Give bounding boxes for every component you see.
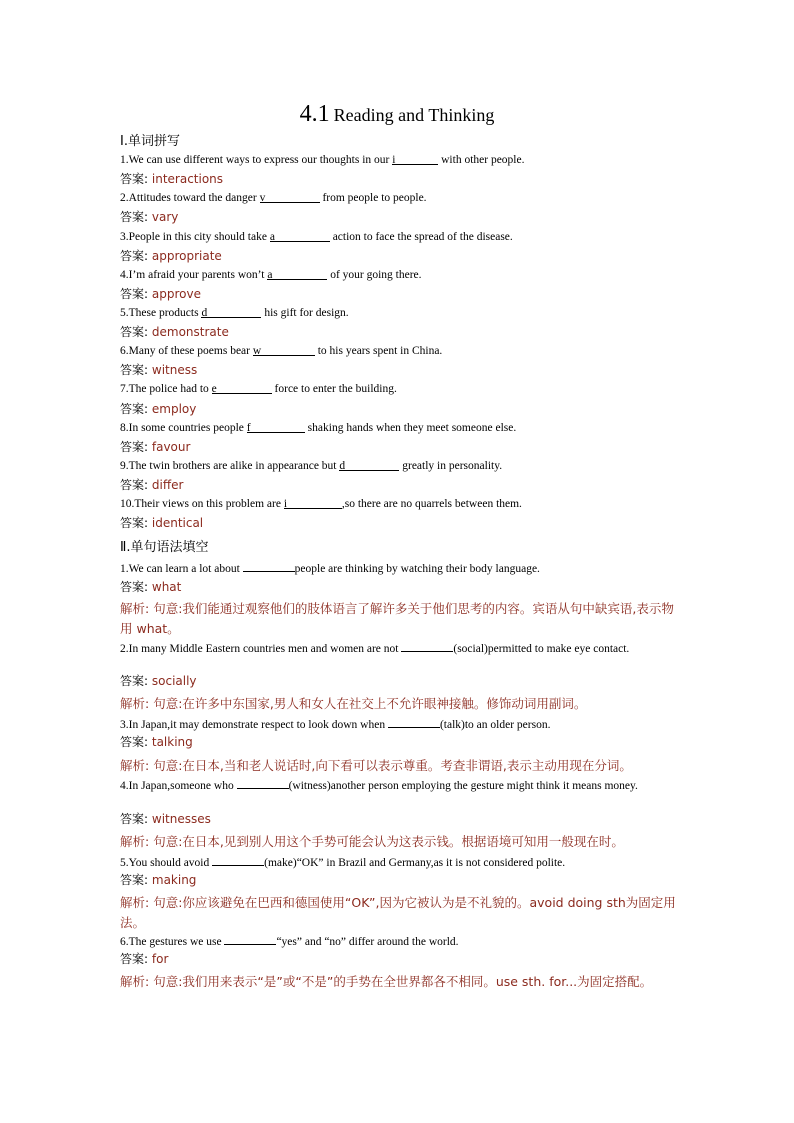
question-text: people are thinking by watching their body language. [294, 563, 540, 575]
answer-value: what [151, 580, 182, 594]
answer-2-6 [120, 951, 168, 968]
question-2-6 [120, 933, 675, 949]
explanation-2-6 [120, 972, 680, 992]
explanation-text: 句意:我们能通过观察他们的肢体语言了解许多关于他们思考的内容。宾语从句中缺宾语,表示物用 what。 [120, 601, 674, 636]
hint-letter: w [252, 345, 262, 357]
answer-blank [392, 153, 438, 165]
answer-label: 答案: [120, 873, 149, 887]
explanation-text: 句意:在许多中东国家,男人和女人在社交上不允许眼神接触。修饰动词用副词。 [153, 696, 587, 711]
answer-label: 答案: [120, 952, 149, 966]
answer-2-4 [120, 811, 211, 828]
answer-value: interactions [151, 172, 224, 186]
answer-value: talking [151, 735, 193, 749]
question-1-7 [120, 382, 675, 396]
answer-label: 答案: [120, 812, 149, 826]
question-text: 5.These products [120, 307, 202, 319]
explanation-2-3 [120, 756, 680, 776]
answer-value: socially [151, 674, 197, 688]
answer-2-5 [120, 872, 196, 889]
answer-value: demonstrate [151, 325, 229, 339]
question-text: (make)“OK” in Brazil and Germany,as it is not considered polite. [264, 857, 566, 869]
question-text: 2.In many Middle Eastern countries men and women are not [120, 643, 402, 655]
section-heading-2: Ⅱ.单句语法填空 [120, 540, 209, 555]
question-1-4 [120, 268, 675, 282]
question-text: from people to people. [319, 192, 427, 204]
question-text: force to enter the building. [271, 383, 397, 395]
question-text: his gift for design. [261, 307, 349, 319]
question-text: 7.The police had to [120, 383, 212, 395]
answer-value: for [151, 952, 169, 966]
answer-value: favour [151, 440, 191, 454]
answer-blank [237, 777, 289, 789]
title-text: Reading and Thinking [333, 105, 495, 125]
answer-value: appropriate [151, 249, 222, 263]
question-1-3 [120, 230, 675, 244]
question-text: (talk)to an older person. [439, 719, 551, 731]
answer-label: 答案: [120, 363, 149, 377]
explanation-text: 句意:在日本,当和老人说话时,向下看可以表示尊重。考查非谓语,表示主动用现在分词。 [153, 758, 632, 773]
question-text: 3.People in this city should take [120, 231, 270, 243]
answer-value: witnesses [151, 812, 211, 826]
answer-label: 答案: [120, 287, 149, 301]
answer-value: identical [151, 516, 204, 530]
question-text: 4.In Japan,someone who [120, 780, 237, 792]
question-2-5 [120, 854, 675, 870]
answer-1-6 [120, 362, 197, 379]
answer-blank [201, 306, 261, 318]
hint-letter: a [269, 231, 275, 243]
answer-blank [253, 344, 315, 356]
answer-1-7 [120, 401, 196, 418]
answer-2-2 [120, 673, 197, 690]
question-text: shaking hands when they meet someone else. [304, 422, 517, 434]
hint-letter: a [267, 269, 273, 281]
question-text: 1.We can use different ways to express our thoughts in our [120, 154, 393, 166]
answer-blank [247, 421, 305, 433]
answer-label: 答案: [120, 249, 149, 263]
explanation-label: 解析: [120, 974, 150, 989]
question-1-6 [120, 344, 675, 358]
hint-letter: d [339, 460, 346, 472]
explanation-2-1 [120, 599, 680, 639]
explanation-label: 解析: [120, 758, 150, 773]
explanation-2-2 [120, 694, 680, 714]
answer-blank [212, 854, 264, 866]
section-heading-1: Ⅰ.单词拼写 [120, 134, 180, 149]
question-text: 3.In Japan,it may demonstrate respect to look down when [120, 719, 388, 731]
question-2-3 [120, 716, 675, 732]
answer-blank [388, 716, 440, 728]
answer-value: witness [151, 363, 198, 377]
explanation-label: 解析: [120, 601, 150, 616]
question-2-4 [120, 777, 675, 793]
question-text: “yes” and “no” differ around the world. [276, 936, 459, 948]
answer-blank [243, 560, 295, 572]
answer-blank [212, 382, 272, 394]
answer-blank [270, 230, 330, 242]
question-text: 6.The gestures we use [120, 936, 225, 948]
explanation-label: 解析: [120, 696, 150, 711]
question-1-1 [120, 153, 675, 167]
answer-label: 答案: [120, 516, 149, 530]
question-1-10 [120, 497, 675, 511]
answer-blank [260, 191, 320, 203]
question-text: 2.Attitudes toward the danger [120, 192, 260, 204]
answer-1-10 [120, 515, 203, 532]
explanation-2-5 [120, 893, 680, 933]
answer-label: 答案: [120, 402, 149, 416]
question-text: greatly in personality. [399, 460, 503, 472]
page-title [0, 100, 794, 131]
explanation-2-4 [120, 832, 680, 852]
question-text: ,so there are no quarrels between them. [341, 498, 522, 510]
answer-2-3 [120, 734, 193, 751]
question-text: 10.Their views on this problem are [120, 498, 284, 510]
question-text: of your going there. [327, 269, 422, 281]
question-2-1 [120, 560, 675, 576]
question-text: to his years spent in China. [314, 345, 443, 357]
hint-letter: d [201, 307, 208, 319]
explanation-text: 句意:我们用来表示“是”或“不是”的手势在全世界都各不相同。use sth. for...为固定搭配。 [153, 974, 653, 989]
explanation-label: 解析: [120, 895, 150, 910]
question-1-5 [120, 306, 675, 320]
answer-label: 答案: [120, 440, 149, 454]
question-1-9 [120, 459, 675, 473]
answer-label: 答案: [120, 674, 149, 688]
title-number: 4.1 [299, 101, 330, 127]
answer-1-5 [120, 324, 229, 341]
question-1-2 [120, 191, 675, 205]
question-1-8 [120, 421, 675, 435]
answer-label: 答案: [120, 735, 149, 749]
answer-1-2 [120, 209, 178, 226]
question-text: 8.In some countries people [120, 422, 247, 434]
answer-label: 答案: [120, 478, 149, 492]
answer-1-9 [120, 477, 183, 494]
explanation-text: 句意:在日本,见到别人用这个手势可能会认为这表示钱。根据语境可知用一般现在时。 [153, 834, 624, 849]
question-text: 1.We can learn a lot about [120, 563, 243, 575]
answer-1-1 [120, 171, 223, 188]
question-text: (witness)another person employing the gesture might think it means money. [288, 780, 638, 792]
hint-letter: v [259, 192, 266, 204]
question-text: action to face the spread of the disease. [329, 231, 513, 243]
question-text: 5.You should avoid [120, 857, 213, 869]
answer-value: vary [151, 210, 179, 224]
question-2-2 [120, 640, 675, 656]
answer-blank [401, 640, 453, 652]
answer-label: 答案: [120, 172, 149, 186]
hint-letter: i [283, 498, 288, 510]
answer-1-3 [120, 248, 222, 265]
answer-1-4 [120, 286, 201, 303]
question-text: 9.The twin brothers are alike in appearance but [120, 460, 340, 472]
question-text: 4.I’m afraid your parents won’t [120, 269, 268, 281]
answer-blank [267, 268, 327, 280]
answer-2-1 [120, 579, 181, 596]
answer-label: 答案: [120, 580, 149, 594]
hint-letter: e [211, 383, 217, 395]
answer-1-8 [120, 439, 190, 456]
answer-blank [284, 497, 342, 509]
answer-blank [339, 459, 399, 471]
hint-letter: f [246, 422, 251, 434]
question-text: 6.Many of these poems bear [120, 345, 253, 357]
answer-value: differ [151, 478, 184, 492]
question-text: (social)permitted to make eye contact. [453, 643, 630, 655]
explanation-label: 解析: [120, 834, 150, 849]
answer-blank [224, 933, 276, 945]
answer-label: 答案: [120, 325, 149, 339]
question-text: with other people. [438, 154, 525, 166]
explanation-text: 句意:你应该避免在巴西和德国使用“OK”,因为它被认为是不礼貌的。avoid doing sth为固定用法。 [120, 895, 676, 930]
answer-value: approve [151, 287, 201, 301]
answer-value: making [151, 873, 197, 887]
answer-value: employ [151, 402, 197, 416]
answer-label: 答案: [120, 210, 149, 224]
hint-letter: i [392, 154, 396, 166]
